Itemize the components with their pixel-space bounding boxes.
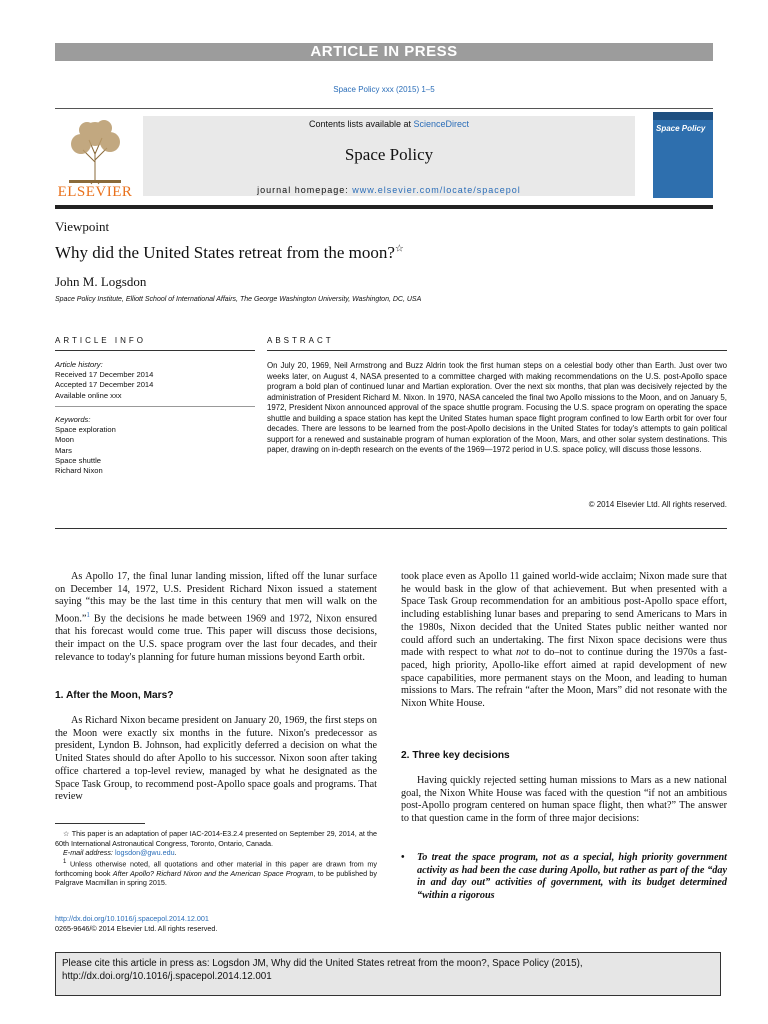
author-affiliation: Space Policy Institute, Elliott School of International Affairs, The George Washington University, Washington, DC, USA: [55, 296, 422, 303]
article-in-press-banner: ARTICLE IN PRESS: [55, 43, 713, 61]
footnote-star: ☆ This paper is an adaptation of paper IAC-2014-E3.2.4 presented on September 29, 2014, at the 60th International Astronautical Congress, Toronto, Ontario, Canada.: [55, 829, 377, 848]
section-1-heading: 1. After the Moon, Mars?: [55, 690, 174, 701]
homepage-link[interactable]: www.elsevier.com/locate/spacepol: [352, 185, 521, 195]
sciencedirect-link[interactable]: ScienceDirect: [413, 119, 470, 129]
citation-notice-box[interactable]: Please cite this article in press as: Logsdon JM, Why did the United States retreat from the moon?, Space Policy (2015), http://dx.doi.org/10.1016/j.spacepol.2014.12.001: [55, 952, 721, 996]
right-paragraph-1: [401, 571, 727, 711]
journal-citation[interactable]: Space Policy xxx (2015) 1–5: [333, 85, 435, 94]
keyword: Space shuttle: [55, 455, 102, 465]
cover-top-stripe: [653, 112, 713, 120]
elsevier-wordmark: ELSEVIER: [57, 184, 133, 200]
footnote-1: $^1$ Unless otherwise noted, all quotations and other material in this paper are drawn from my forthcoming book After Apollo? Richard Nixon and the American Space Program, to be published by Palgrave Macmillan in spring 2015.: [55, 858, 377, 888]
body-left-column: [55, 571, 377, 664]
right-p1-text-b: to do–not to continue during the 1970s a fast-paced, high priority, Apollo-like effort aimed at rapid development of new space capabilities, more permanent stays on the Moon, and leading to human missions to Mars. The refrain “after the Moon, Mars” did not resonate with the Nixon White House.: [401, 647, 728, 710]
keywords-label: Keywords:: [55, 415, 91, 424]
intro-paragraph: [55, 571, 377, 664]
title-footnote-mark[interactable]: ☆: [394, 243, 404, 255]
email-label: E-mail address:: [63, 848, 115, 858]
section-2-column: [401, 775, 727, 826]
article-info-rule: [55, 350, 255, 351]
right-p1-emphasis: not: [515, 647, 529, 659]
section-1-paragraph: As Richard Nixon became president on January 20, 1969, the first steps on the Moon were exactly six months in the future. Nixon's predecessor as president, Lyndon B. Johnson, had explicitly deferred a decision on what the United States should do after Apollo to his successor. Nixon soon after taking office chartered a top-level review, managed by what he designated as the Space Task Group, to recommend post-Apollo space goals and programs. That review: [55, 715, 377, 803]
bullet-list: [401, 852, 727, 903]
doi-link[interactable]: http://dx.doi.org/10.1016/j.spacepol.2014.12.001: [55, 914, 209, 923]
article-history: [55, 360, 255, 401]
article-info-heading: ARTICLE INFO: [55, 336, 146, 345]
footnote-rule: [55, 823, 145, 824]
bullet-text: To treat the space program, not as a special, high priority government activity as had been the case during Apollo, but rather as part of the “day in and day out” activities of government, with its budget determined “within a rigorous: [417, 852, 727, 902]
abstract-text: On July 20, 1969, Neil Armstrong and Buzz Aldrin took the first human steps on a celestial body other than Earth. Just over two weeks later, on August 4, NASA presented to a committee charged with making recommendations on the U.S. post-Apollo space program a bold plan of continued lunar and Martian exploration. Over the next six months, that plan was decisively rejected by the administration of President Richard M. Nixon. In 1970, NASA canceled the final two Apollo missions to the Moon, and on January 5, 1972, President Nixon announced approval of the space shuttle program. Focusing the U.S. space program on operating the space shuttle and building a space station has kept the United States human space flight program confined to low Earth orbit for over four decades. There are lessons to be learned from the post-Apollo decisions in the United States for today's attempts to gain political support for a renewed and sustainable program of human exploration of the Moon, Mars, and other solar system destinations. This paper, drawing on in-depth research on the events of the 1969—1972 period in U.S. space policy, will discuss those lessons.: [267, 361, 727, 454]
intro-text-a: As Apollo 17, the final lunar landing mission, lifted off the lunar surface on December 14, 1972, U.S. President Richard Nixon issued a statement saying “this may be the last time in this century that men will walk on the Moon.”: [55, 571, 377, 625]
section-2-paragraph: Having quickly rejected setting human missions to Mars as a new national goal, the Nixon White House was faced with the question “if not an ambitious post-Apollo program centered on human space flight, then what?” The answer to that question came in the form of three major decisions:: [401, 775, 727, 825]
intro-text-b: By the decisions he made between 1969 and 1972, Nixon ensured that his forecast would come true. This paper will discuss those decisions, their impact on the U.S. space program over the last four decades, and their relevance to today's planning for future human missions beyond Earth orbit.: [55, 613, 377, 663]
keywords-block: [55, 415, 255, 476]
author-name[interactable]: John M. Logsdon: [55, 274, 147, 289]
footnote-1-book: After Apollo? Richard Nixon and the American Space Program: [112, 868, 314, 878]
header-top-rule: [55, 108, 713, 109]
section-1-column: [55, 715, 377, 804]
abstract-rule: [267, 350, 727, 351]
email-line: E-mail address: logsdon@gwu.edu.: [63, 848, 177, 858]
header-bottom-rule: [55, 205, 713, 209]
doi-block: [55, 914, 377, 933]
bullet-item: [401, 852, 727, 903]
footnote-1-text-a: Unless otherwise noted, all quotations and other material in this paper are drawn from my forthcoming book: [55, 859, 377, 878]
abstract-heading: ABSTRACT: [267, 336, 334, 345]
body-right-column: [401, 571, 727, 711]
bullet-marker: •: [401, 852, 405, 863]
keyword: Mars: [55, 445, 72, 455]
keyword: Moon: [55, 435, 74, 445]
footnote-1-text-b: , to be published by Palgrave Macmillan in spring 2015.: [55, 868, 377, 888]
contents-prefix: Contents lists available at: [308, 119, 414, 129]
issn-line: 0265-9646/© 2014 Elsevier Ltd. All rights reserved.: [55, 923, 218, 933]
info-divider: [55, 406, 255, 407]
history-label: Article history:: [55, 360, 103, 369]
email-link[interactable]: logsdon@gwu.edu: [114, 848, 175, 858]
article-title-text: Why did the United States retreat from the moon?: [55, 243, 395, 262]
homepage-prefix: journal homepage:: [257, 185, 353, 195]
abstract-bottom-rule: [55, 528, 727, 529]
journal-homepage: [143, 185, 635, 195]
online-date: Available online xxx: [55, 390, 122, 400]
right-p1-text-a: took place even as Apollo 11 gained world-wide acclaim; Nixon made sure that he would bask in the glow of that achievement. But when presented with a Space Task Group recommendation for an ambitious post-Apollo space effort, including establishing lunar bases and preparing to send Americans to Mars in the 1980s, Nixon decided that the United States public neither wanted nor could afford such an undertaking. The first Nixon space decisions were thus made with respect to what: [401, 571, 727, 659]
contents-line: [143, 119, 635, 129]
section-2-heading: 2. Three key decisions: [401, 750, 510, 761]
abstract-copyright: © 2014 Elsevier Ltd. All rights reserved.: [588, 500, 727, 509]
footnotes: [55, 829, 377, 888]
footnote-star-text: This paper is an adaptation of paper IAC-2014-E3.2.4 presented on September 29, 2014, at the 60th International Astronautical Congress, Toronto, Ontario, Canada.: [55, 829, 377, 848]
keyword: Space exploration: [55, 425, 116, 435]
keyword: Richard Nixon: [55, 466, 103, 476]
journal-title: Space Policy: [344, 145, 434, 164]
section-type: Viewpoint: [55, 219, 110, 234]
cover-title: Space Policy: [656, 124, 706, 133]
article-title: [55, 243, 404, 263]
footnote-ref-1[interactable]: 1: [86, 611, 90, 620]
accepted-date: Accepted 17 December 2014: [55, 380, 154, 390]
received-date: Received 17 December 2014: [55, 370, 154, 380]
elsevier-logo[interactable]: [55, 112, 135, 202]
